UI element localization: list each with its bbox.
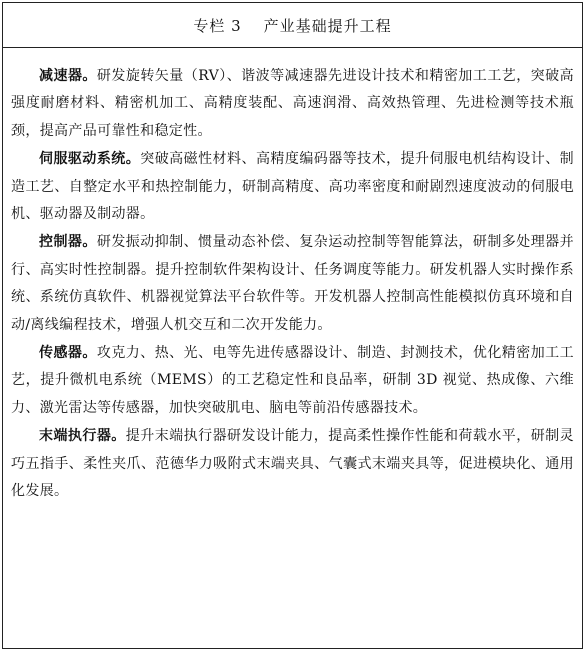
term-controller: 控制器。	[39, 234, 97, 251]
box-header	[3, 3, 582, 48]
paragraph-reducer	[11, 63, 574, 145]
text-end-effector: 提升末端执行器研发设计能力，提高柔性操作性能和荷载水平，研制灵巧五指手、柔性夹爪、范德华力吸附式末端夹具、气囊式末端夹具等，促进模块化、通用化发展。	[11, 428, 574, 500]
box-label: 专栏 3	[193, 16, 242, 35]
text-controller: 研发振动抑制、惯量动态补偿、复杂运动控制等智能算法，研制多处理器并行、高实时性控制器。提升控制软件架构设计、任务调度等能力。研发机器人实时操作系统、系统仿真软件、机器视觉算法平台软件等。开发机器人控制高性能模拟仿真环境和自动/离线编程技术，增强人机交互和二次开发能力。	[11, 234, 574, 333]
term-servo-drive: 伺服驱动系统。	[39, 151, 141, 168]
term-reducer: 减速器。	[39, 68, 97, 84]
special-column-box	[2, 2, 583, 649]
box-content	[3, 48, 582, 506]
box-title: 产业基础提升工程	[263, 16, 392, 35]
paragraph-controller	[11, 229, 574, 339]
paragraph-end-effector	[11, 423, 574, 505]
term-sensor: 传感器。	[39, 345, 97, 362]
paragraph-servo-drive	[11, 146, 574, 228]
text-servo-drive: 突破高磁性材料、高精度编码器等技术，提升伺服电机结构设计、制造工艺、自整定水平和热控制能力，研制高精度、高功率密度和耐剧烈速度波动的伺服电机、驱动器及制动器。	[11, 151, 575, 223]
text-sensor: 攻克力、热、光、电等先进传感器设计、制造、封测技术，优化精密加工工艺，提升微机电系统（MEMS）的工艺稳定性和良品率，研制 3D 视觉、热成像、六维力、激光雷达等传感器，加快突破肌电、脑电等前沿传感器技术。	[11, 345, 574, 416]
paragraph-sensor	[11, 340, 574, 422]
term-end-effector: 末端执行器。	[39, 428, 126, 445]
text-reducer: 研发旋转矢量（RV）、谐波等减速器先进设计技术和精密加工工艺，突破高强度耐磨材料、精密机加工、高精度装配、高速润滑、高效热管理、先进检测等技术瓶颈，提高产品可靠性和稳定性。	[11, 68, 574, 139]
